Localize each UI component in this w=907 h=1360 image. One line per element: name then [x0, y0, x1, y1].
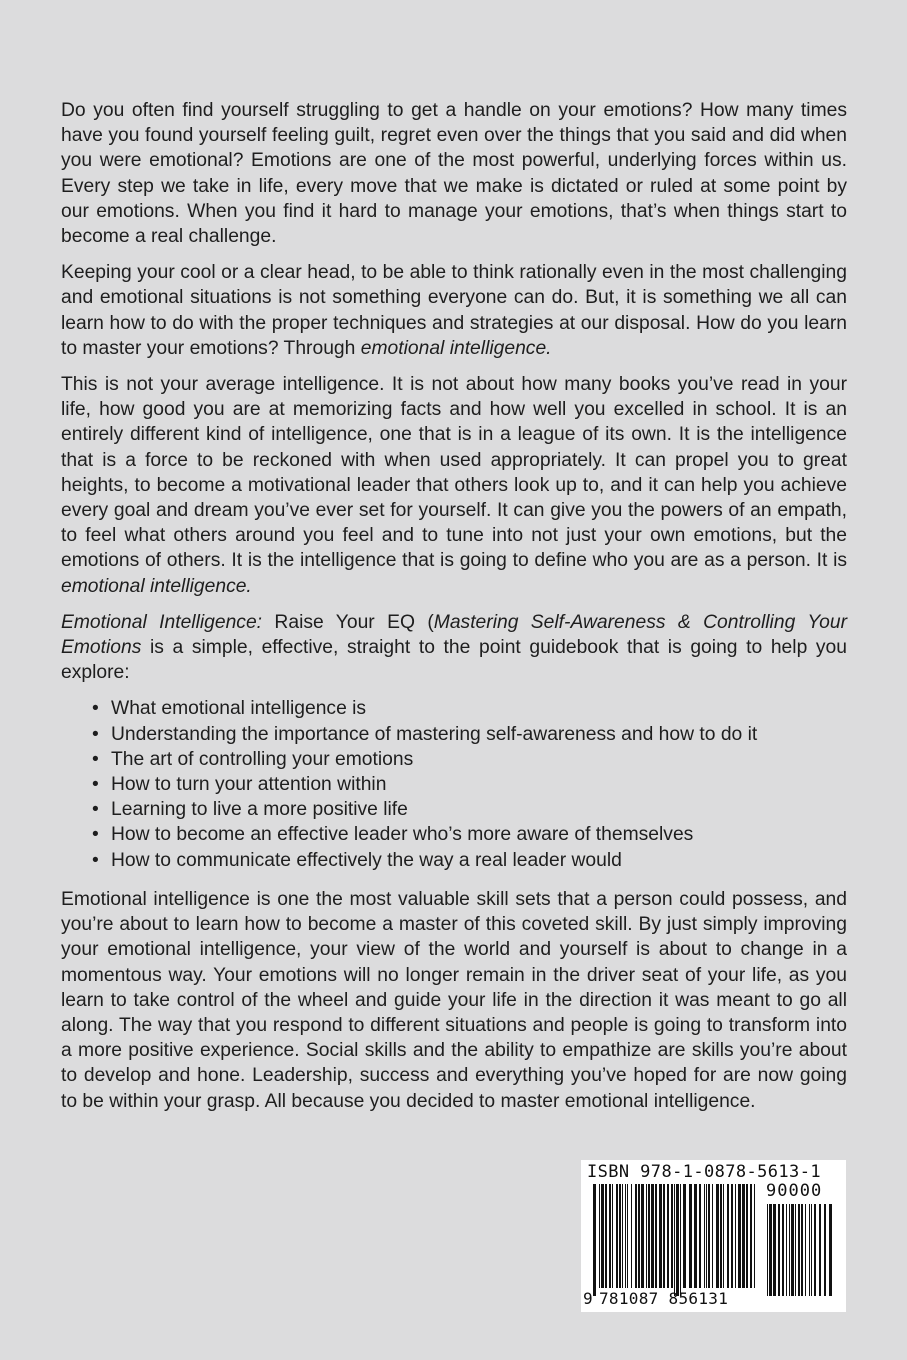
list-item	[92, 797, 847, 822]
price-code: 90000	[766, 1181, 823, 1201]
barcode-bar	[631, 1184, 632, 1288]
list-item-text: What emotional intelligence is	[111, 698, 367, 720]
barcode-bar	[712, 1184, 713, 1288]
barcode-bar	[767, 1204, 768, 1296]
barcode-bar	[773, 1204, 776, 1296]
barcode-bar	[731, 1184, 733, 1288]
barcode-bar	[819, 1204, 821, 1296]
paragraph-intelligence-emphasis: emotional intelligence.	[61, 575, 252, 597]
barcode-bar	[699, 1184, 701, 1288]
barcode-bar	[706, 1184, 707, 1288]
paragraph-techniques-text: Keeping your cool or a clear head, to be able to think rationally even in the most challenging and emotional situations is not something everyone can do. But, it is something we all can learn how to do with the proper techniques and strategies at our disposal. How do you learn to master your emotions? Through	[61, 262, 847, 359]
topic-list	[61, 696, 847, 872]
barcode-bar	[789, 1204, 790, 1296]
back-cover-text	[61, 98, 847, 1125]
barcode-bar	[782, 1204, 784, 1296]
bullet-icon: •	[92, 774, 99, 796]
barcode-bar	[627, 1184, 628, 1288]
barcode-bar	[683, 1184, 686, 1288]
addon-barcode-bars-icon	[767, 1204, 835, 1296]
ean-digits: 781087 856131	[599, 1289, 729, 1308]
barcode-bar	[599, 1184, 600, 1288]
paragraph-intro-text: Do you often find yourself struggling to get a handle on your emotions? How many times have you found yourself feeling guilt, regret even over the things that you said and did when you were emotional? Emotions are one of the most powerful, underlying forces within us. Every step we take in life, every move that we make is dictated or ruled at some point by our emotions. When you find it hard to manage your emotions, that’s when things start to become a real challenge.	[61, 100, 847, 248]
ean-first-digit: 9	[583, 1289, 593, 1308]
bullet-icon: •	[92, 723, 99, 745]
barcode-bar	[769, 1204, 772, 1296]
book-subtitle-text: Raise Your EQ (	[262, 611, 434, 633]
barcode-bar	[648, 1184, 650, 1288]
barcode-bar	[667, 1184, 669, 1288]
barcode-bar	[680, 1184, 681, 1296]
barcode-bar	[651, 1184, 654, 1288]
list-item	[92, 772, 847, 797]
barcode-bar	[622, 1184, 623, 1288]
barcode-bar	[750, 1184, 752, 1288]
isbn-barcode	[581, 1160, 846, 1312]
bullet-icon: •	[92, 849, 99, 871]
barcode-bar	[801, 1204, 803, 1296]
list-item	[92, 822, 847, 847]
barcode-bar	[720, 1184, 722, 1288]
list-item-text: Learning to live a more positive life	[111, 799, 408, 821]
barcode-bar	[824, 1204, 826, 1296]
paragraph-techniques-emphasis: emotional intelligence.	[360, 337, 552, 359]
book-description-text: is a simple, effective, straight to the point guidebook that is going to help you explore:	[61, 637, 847, 684]
paragraph-conclusion	[61, 887, 847, 1114]
barcode-bar	[791, 1204, 794, 1296]
ean-barcode-bars-icon	[593, 1184, 761, 1296]
paragraph-book-description	[61, 610, 847, 686]
list-item	[92, 848, 847, 873]
barcode-bar	[795, 1204, 796, 1296]
barcode-bar	[612, 1184, 613, 1288]
barcode-bar	[619, 1184, 621, 1288]
list-item-text: How to become an effective leader who’s more aware of themselves	[111, 824, 694, 846]
list-item	[92, 747, 847, 772]
barcode-bar	[809, 1204, 810, 1296]
bullet-icon: •	[92, 824, 99, 846]
list-item	[92, 722, 847, 747]
barcode-bar	[635, 1184, 637, 1288]
isbn-label: ISBN 978-1-0878-5613-1	[587, 1162, 821, 1182]
barcode-bar	[708, 1184, 710, 1288]
barcode-bar	[786, 1204, 787, 1296]
paragraph-techniques	[61, 260, 847, 361]
barcode-bar	[616, 1184, 618, 1288]
barcode-bar	[738, 1184, 741, 1288]
barcode-bar	[798, 1204, 800, 1296]
barcode-bar	[674, 1184, 675, 1296]
paragraph-intro	[61, 98, 847, 249]
barcode-bar	[646, 1184, 647, 1288]
paragraph-conclusion-text: Emotional intelligence is one the most valuable skill sets that a person could possess, and you’re about to learn how to become a master of this coveted skill. By just simply improving your emotional intelligence, your view of the world and yourself is about to change in a momentous way. Your emotions will no longer remain in the driver seat of your life, as you learn to take control of the wheel and guide your life in the direction it was meant to go all along. The way that you respond to different situations and people is going to transform into a more positive experience. Social skills and the ability to empathize are skills you’re about to develop and hone. Leadership, success and everything you’ve hoped for are now going to be within your grasp. All because you decided to master emotional intelligence.	[61, 888, 847, 1112]
bullet-icon: •	[92, 698, 99, 720]
barcode-bar	[638, 1184, 640, 1288]
bullet-icon: •	[92, 799, 99, 821]
barcode-bar	[641, 1184, 644, 1288]
barcode-bar	[829, 1204, 832, 1296]
barcode-bar	[605, 1184, 607, 1288]
barcode-bar	[814, 1204, 816, 1296]
list-item	[92, 696, 847, 721]
barcode-bar	[655, 1184, 657, 1288]
book-title-italic: Emotional Intelligence:	[61, 611, 263, 633]
list-item-text: Understanding the importance of mastering self-awareness and how to do it	[111, 723, 758, 745]
barcode-bar	[601, 1184, 604, 1288]
barcode-bar	[609, 1184, 611, 1288]
book-subtitle-italic: Mastering Self-Awareness & Controlling Your Emotions	[61, 611, 847, 659]
paragraph-intelligence-text: This is not your average intelligence. It is not about how many books you’ve read in your life, how good you are at memorizing facts and how well you excelled in school. It is an entirely different kind of intelligence, one that is in a league of its own. It is the intelligence that is a force to be reckoned with when used appropriately. It can propel you to great heights, to become a motivational leader that others look up to, and it can help you achieve every goal and dream you’ve ever set for yourself. It can give you the powers of an empath, to feel what others around you feel and to tune into not just your own emotions, but the emotions of others. It is the intelligence that is going to define who you are as a person. It is	[61, 374, 847, 572]
barcode-bar	[676, 1184, 679, 1296]
barcode-bar	[723, 1184, 724, 1288]
list-item-text: How to communicate effectively the way a real leader would	[111, 849, 622, 871]
barcode-bar	[716, 1184, 719, 1288]
barcode-bar	[742, 1184, 745, 1288]
barcode-bar	[746, 1184, 748, 1288]
barcode-bar	[694, 1184, 697, 1288]
barcode-bar	[689, 1184, 692, 1288]
paragraph-intelligence	[61, 372, 847, 599]
bullet-icon: •	[92, 748, 99, 770]
list-item-text: The art of controlling your emotions	[111, 748, 414, 770]
barcode-bar	[659, 1184, 662, 1288]
barcode-bar	[811, 1204, 812, 1296]
barcode-bar	[671, 1184, 673, 1288]
barcode-bar	[735, 1184, 736, 1288]
list-item-text: How to turn your attention within	[111, 774, 387, 796]
barcode-bar	[663, 1184, 665, 1288]
barcode-bar	[704, 1184, 705, 1288]
barcode-bar	[778, 1204, 780, 1296]
barcode-bar	[625, 1184, 626, 1288]
barcode-bar	[754, 1184, 755, 1288]
barcode-bar	[805, 1204, 806, 1296]
barcode-bar	[593, 1184, 596, 1296]
barcode-bar	[727, 1184, 729, 1288]
